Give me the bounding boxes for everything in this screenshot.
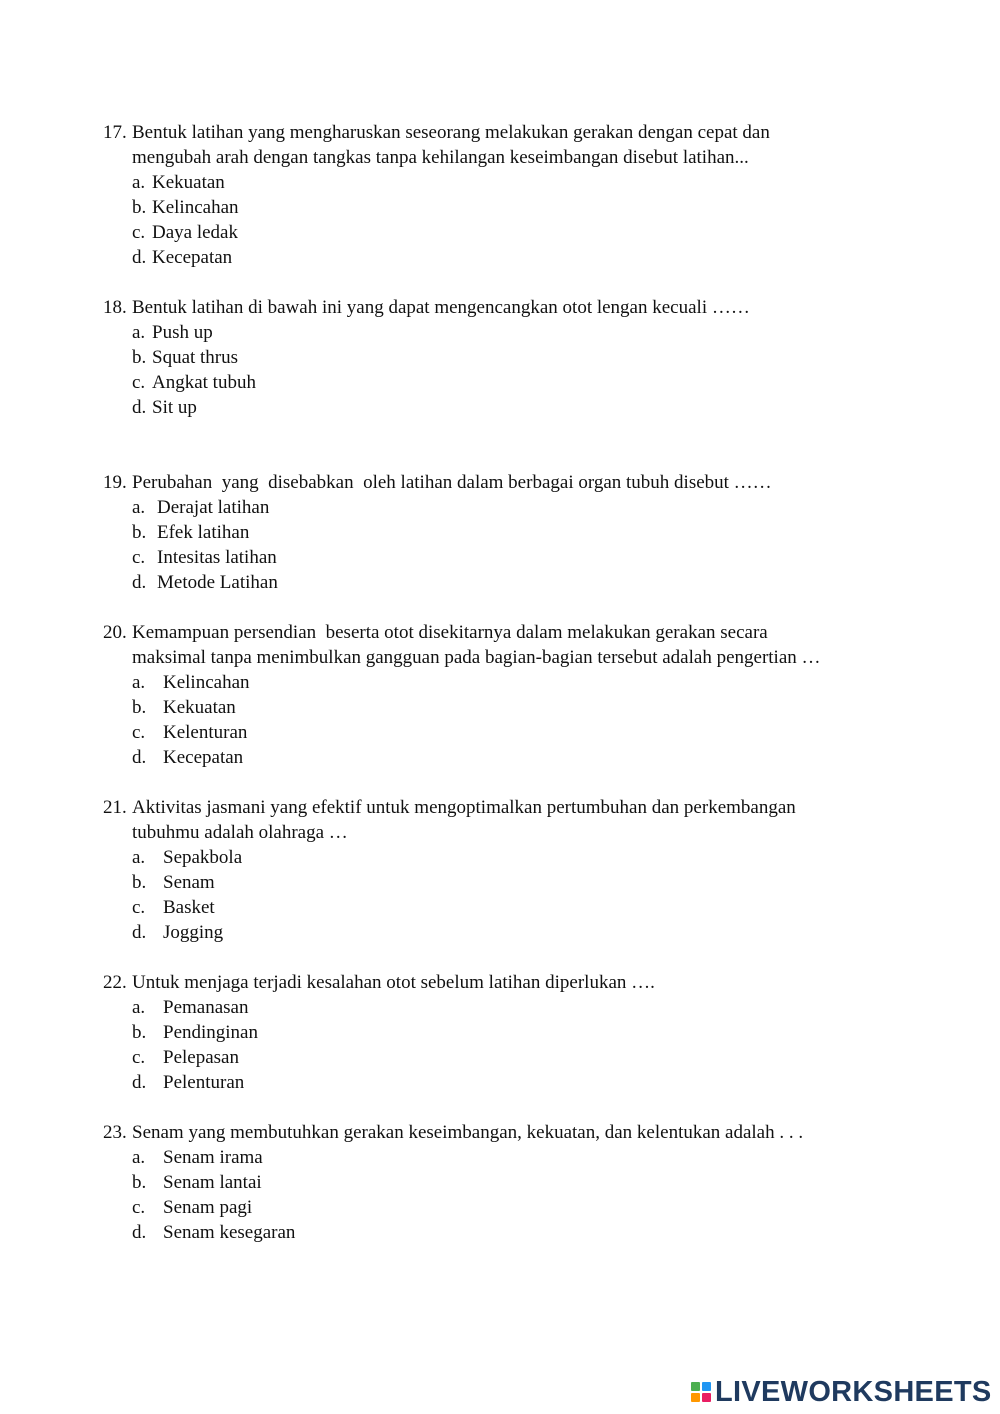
logo-square — [702, 1393, 711, 1402]
option-text: Sit up — [152, 397, 197, 418]
option-text: Angkat tubuh — [152, 372, 256, 393]
question-text: Perubahan yang disebabkan oleh latihan dalam berbagai organ tubuh disebut …… — [132, 472, 772, 493]
option-text: Derajat latihan — [157, 497, 270, 518]
option-label: b. — [132, 872, 147, 893]
question-text: Bentuk latihan yang mengharuskan seseorang melakukan gerakan dengan cepat dan — [132, 122, 770, 143]
option-label: a. — [132, 172, 146, 193]
option-label: a. — [132, 997, 146, 1018]
option-text: Basket — [163, 897, 215, 918]
option-label: c. — [132, 372, 146, 393]
option-text: Kekuatan — [163, 697, 236, 718]
option-text: Pendinginan — [163, 1022, 258, 1043]
option-text: Senam pagi — [163, 1197, 253, 1218]
option-label: c. — [132, 722, 146, 743]
option-text: Kelincahan — [163, 672, 250, 693]
option-text: Senam — [163, 872, 215, 893]
option-label: a. — [132, 672, 146, 693]
option-label: c. — [132, 1047, 146, 1068]
option-label: c. — [132, 222, 146, 243]
logo-square — [702, 1382, 711, 1391]
question-number: 23. — [103, 1122, 127, 1143]
liveworksheets-logo — [691, 1374, 992, 1410]
question-text: Untuk menjaga terjadi kesalahan otot sebelum latihan diperlukan …. — [132, 972, 655, 993]
option-text: Kecepatan — [152, 247, 233, 268]
option-label: a. — [132, 322, 146, 343]
logo-square — [691, 1393, 700, 1402]
question-number: 17. — [103, 122, 127, 143]
option-label: d. — [132, 922, 147, 943]
option-text: Senam lantai — [163, 1172, 262, 1193]
option-text: Pelepasan — [163, 1047, 239, 1068]
option-label: b. — [132, 1172, 147, 1193]
logo-text: LIVEWORKSHEETS — [715, 1375, 992, 1408]
option-label: a. — [132, 497, 146, 518]
option-text: Intesitas latihan — [157, 547, 277, 568]
option-text: Pelenturan — [163, 1072, 245, 1093]
option-label: d. — [132, 247, 147, 268]
option-label: a. — [132, 847, 146, 868]
option-label: b. — [132, 347, 147, 368]
option-label: b. — [132, 522, 147, 543]
option-label: c. — [132, 547, 146, 568]
option-label: c. — [132, 1197, 146, 1218]
question-number: 18. — [103, 297, 127, 318]
option-label: b. — [132, 197, 147, 218]
option-text: Jogging — [163, 922, 224, 943]
option-text: Senam kesegaran — [163, 1222, 296, 1243]
question-text: Aktivitas jasmani yang efektif untuk mengoptimalkan pertumbuhan dan perkembangan — [132, 797, 796, 818]
question-number: 19. — [103, 472, 127, 493]
question-number: 20. — [103, 622, 127, 643]
option-label: a. — [132, 1147, 146, 1168]
option-label: d. — [132, 747, 147, 768]
option-label: d. — [132, 1072, 147, 1093]
option-text: Kecepatan — [163, 747, 244, 768]
option-text: Daya ledak — [152, 222, 238, 243]
question-text: maksimal tanpa menimbulkan gangguan pada bagian-bagian tersebut adalah pengertian … — [132, 647, 821, 668]
option-label: d. — [132, 397, 147, 418]
option-label: d. — [132, 1222, 147, 1243]
option-label: b. — [132, 697, 147, 718]
option-text: Metode Latihan — [157, 572, 278, 593]
option-text: Kelincahan — [152, 197, 239, 218]
option-label: b. — [132, 1022, 147, 1043]
option-label: c. — [132, 897, 146, 918]
question-number: 22. — [103, 972, 127, 993]
question-text: Bentuk latihan di bawah ini yang dapat mengencangkan otot lengan kecuali …… — [132, 297, 750, 318]
logo-squares-icon — [691, 1382, 711, 1402]
option-text: Efek latihan — [157, 522, 250, 543]
option-text: Kelenturan — [163, 722, 248, 743]
option-text: Kekuatan — [152, 172, 225, 193]
option-label: d. — [132, 572, 147, 593]
question-text: tubuhmu adalah olahraga … — [132, 822, 348, 843]
option-text: Sepakbola — [163, 847, 243, 868]
question-text: mengubah arah dengan tangkas tanpa kehilangan keseimbangan disebut latihan... — [132, 147, 749, 168]
option-text: Squat thrus — [152, 347, 239, 368]
option-text: Senam irama — [163, 1147, 263, 1168]
question-text: Kemampuan persendian beserta otot disekitarnya dalam melakukan gerakan secara — [132, 622, 768, 643]
question-text: Senam yang membutuhkan gerakan keseimbangan, kekuatan, dan kelentukan adalah . . . — [132, 1122, 804, 1143]
logo-square — [691, 1382, 700, 1391]
question-number: 21. — [103, 797, 127, 818]
option-text: Pemanasan — [163, 997, 249, 1018]
option-text: Push up — [152, 322, 213, 343]
